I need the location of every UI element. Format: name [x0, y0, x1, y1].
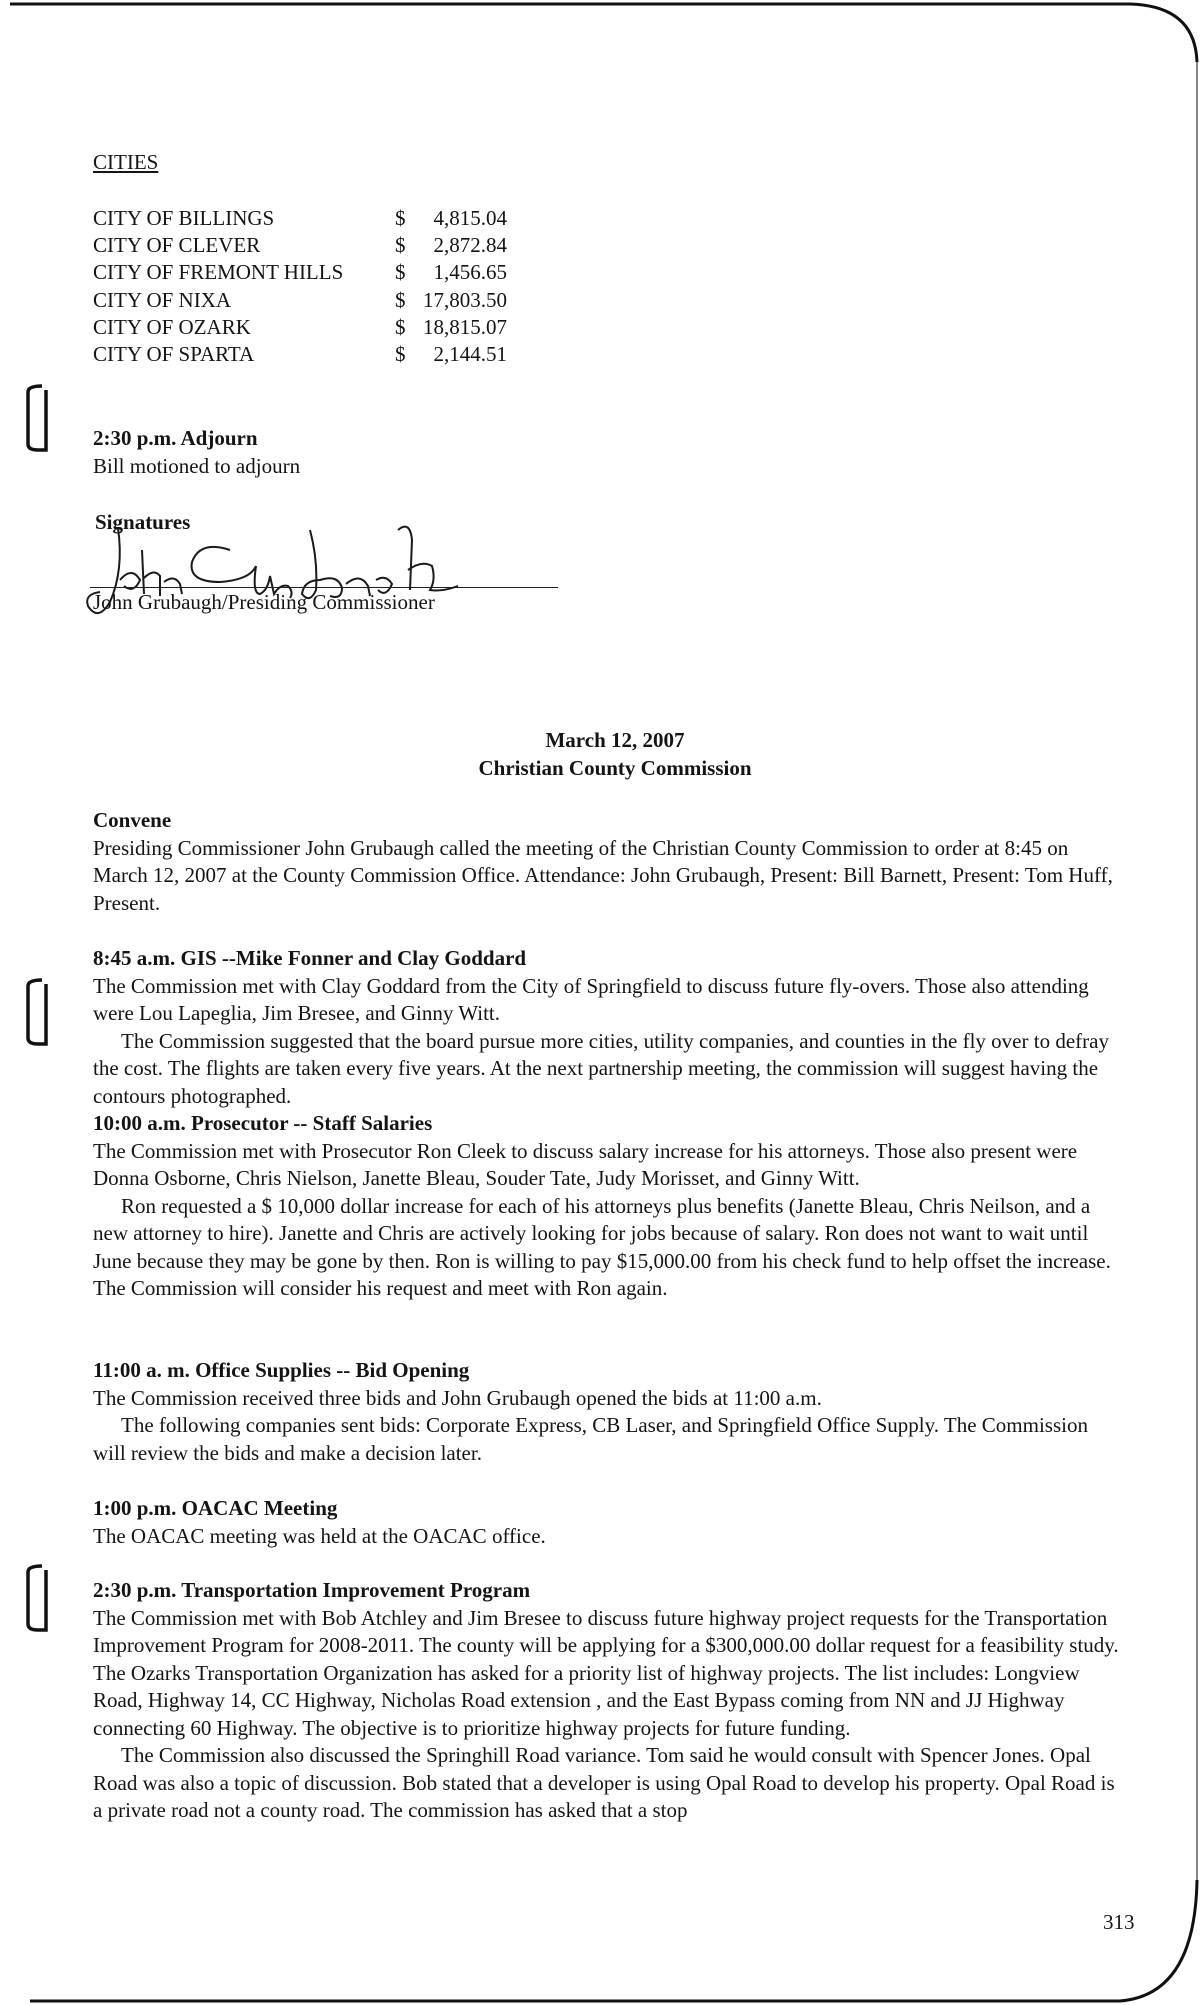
table-row [93, 287, 507, 314]
currency-sign: $ [395, 342, 406, 367]
city-name: CITY OF BILLINGS [93, 206, 275, 230]
transport-section [93, 1577, 1123, 1825]
transport-heading: 2:30 p.m. Transportation Improvement Program [93, 1578, 531, 1602]
currency-sign: $ [395, 314, 406, 339]
currency-sign: $ [395, 260, 406, 285]
convene-text: Presiding Commissioner John Grubaugh called the meeting of the Christian County Commission to order at 8:45 on March 12, 2007 at the County Commission Office. Attendance: John Grubaugh, Present: Bill Barnett, Present: Tom Huff, Present. [93, 835, 1113, 915]
table-row [93, 314, 507, 341]
adjourn-text: Bill motioned to adjourn [93, 453, 301, 478]
oacac-heading: 1:00 p.m. OACAC Meeting [93, 1496, 338, 1520]
oacac-paragraph: The OACAC meeting was held at the OACAC office. [93, 1523, 546, 1548]
city-name: CITY OF CLEVER [93, 233, 261, 258]
prosecutor-paragraph: Ron requested a $ 10,000 dollar increase for each of his attorneys plus benefits (Janette Bleau, Chris Neilson, and a new attorney to hire). Janette and Chris are actively looking for jobs because of salary. Ron does not want to wait until June because they may be gone by then. Ron is willing to pay $15,000.00 from his check fund to help offset the increase. The Commission will consider his request and meet with Ron again. [93, 1193, 1111, 1300]
signatures-label: Signatures [95, 510, 191, 534]
city-name: CITY OF FREMONT HILLS [93, 260, 344, 285]
prosecutor-heading: 10:00 a.m. Prosecutor -- Staff Salaries [93, 1111, 433, 1135]
supplies-section [93, 1357, 1123, 1467]
gis-heading: 8:45 a.m. GIS --Mike Fonner and Clay Goddard [93, 946, 527, 970]
prosecutor-section [93, 1110, 1123, 1303]
city-amount: 17,803.50 [423, 287, 507, 312]
binding-hole-icon [24, 976, 48, 1046]
binding-hole-icon [24, 1562, 48, 1632]
cities-heading: CITIES [93, 150, 159, 174]
convene-heading: Convene [93, 808, 172, 832]
meeting-body: Christian County Commission [478, 756, 752, 780]
city-amount: 1,456.65 [433, 260, 507, 285]
city-amount: 2,872.84 [433, 233, 507, 258]
transport-paragraph: The Commission also discussed the Springhill Road variance. Tom said he would consult with Spencer Jones. Opal Road was also a topic of discussion. Bob stated that a developer is using Opal Road to develop his property. Opal Road is a private road not a county road. The commission has asked that a stop [93, 1743, 1115, 1822]
cities-table [93, 205, 507, 368]
gis-section [93, 945, 1123, 1110]
transport-paragraph: The Commission met with Bob Atchley and Jim Bresee to discuss future highway project requests for the Transportation Improvement Program for 2008-2011. The county will be applying for a $300,000.00 dollar request for a feasibility study. The Ozarks Transportation Organization has asked for a priority list of highway projects. The list includes: Longview Road, Highway 14, CC Highway, Nicholas Road extension , and the East Bypass coming from NN and JJ Highway connecting 60 Highway. The objective is to prioritize highway projects for future funding. [93, 1605, 1119, 1740]
city-amount: 18,815.07 [423, 314, 507, 339]
city-name: CITY OF OZARK [93, 314, 251, 339]
currency-sign: $ [395, 287, 406, 312]
table-row [93, 259, 507, 286]
table-row [93, 205, 507, 232]
adjourn-section [93, 425, 1123, 480]
meeting-date: March 12, 2007 [545, 728, 685, 752]
city-amount: 2,144.51 [433, 342, 507, 367]
signature-line [90, 587, 558, 588]
signature-name: John Grubaugh/Presiding Commissioner [93, 590, 435, 614]
supplies-paragraph: The Commission received three bids and John Grubaugh opened the bids at 11:00 a.m. [93, 1385, 822, 1410]
supplies-paragraph: The following companies sent bids: Corporate Express, CB Laser, and Springfield Office Supply. The Commission will review the bids and make a decision later. [93, 1413, 1088, 1465]
handwritten-signature [80, 510, 460, 635]
table-row [93, 341, 507, 368]
city-name: CITY OF SPARTA [93, 342, 255, 367]
convene-section [93, 807, 1123, 917]
gis-paragraph: The Commission met with Clay Goddard from the City of Springfield to discuss future fly-overs. Those also attending were Lou Lapeglia, Jim Bresee, and Ginny Witt. [93, 973, 1089, 1025]
city-amount: 4,815.04 [433, 206, 507, 230]
adjourn-heading: 2:30 p.m. Adjourn [93, 426, 258, 450]
prosecutor-paragraph: The Commission met with Prosecutor Ron Cleek to discuss salary increase for his attorneys. Those also present were Donna Osborne, Chris Nielson, Janette Bleau, Souder Tate, Judy Morisset, and Ginny Witt. [93, 1138, 1078, 1190]
binding-hole-icon [24, 382, 48, 452]
supplies-heading: 11:00 a. m. Office Supplies -- Bid Opening [93, 1358, 470, 1382]
currency-sign: $ [395, 206, 406, 230]
page-number: 313 [1103, 1910, 1135, 1934]
table-row [93, 232, 507, 259]
currency-sign: $ [395, 233, 406, 258]
gis-paragraph: The Commission suggested that the board pursue more cities, utility companies, and counties in the fly over to defray the cost. The flights are taken every five years. At the next partnership meeting, the commission will suggest having the contours photographed. [93, 1028, 1109, 1108]
oacac-section [93, 1495, 1123, 1550]
city-name: CITY OF NIXA [93, 287, 232, 312]
